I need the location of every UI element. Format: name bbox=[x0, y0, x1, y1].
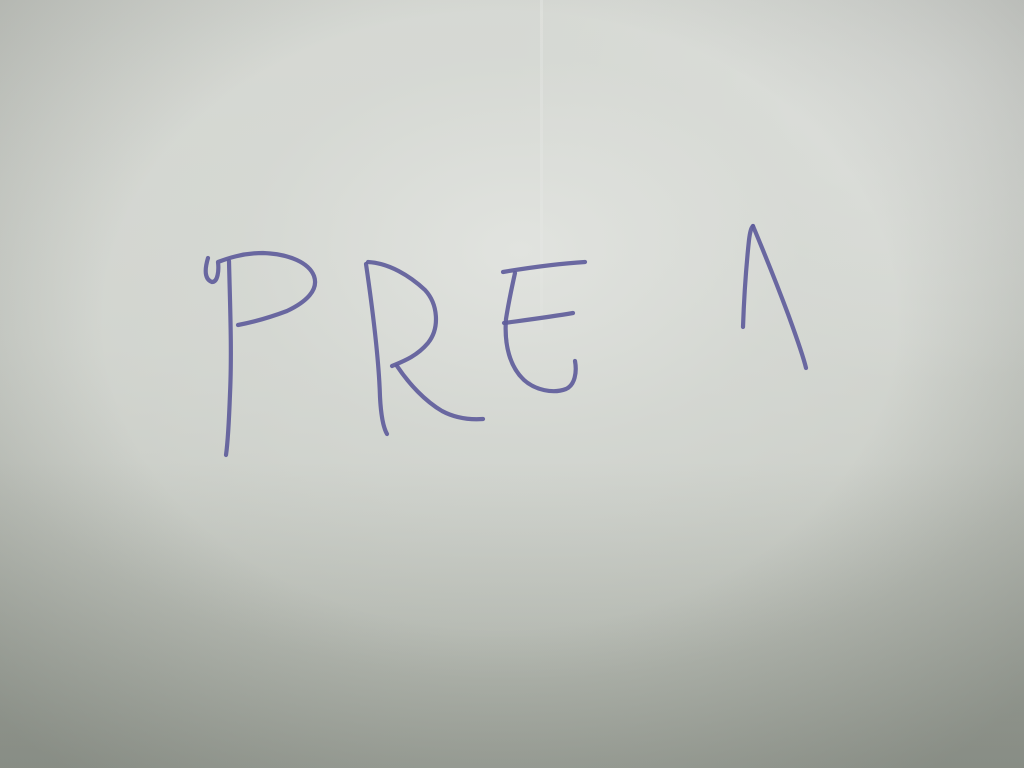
letter-r bbox=[366, 262, 483, 434]
letter-p bbox=[206, 253, 315, 455]
letter-e bbox=[503, 262, 585, 391]
letter-lambda bbox=[743, 226, 806, 368]
